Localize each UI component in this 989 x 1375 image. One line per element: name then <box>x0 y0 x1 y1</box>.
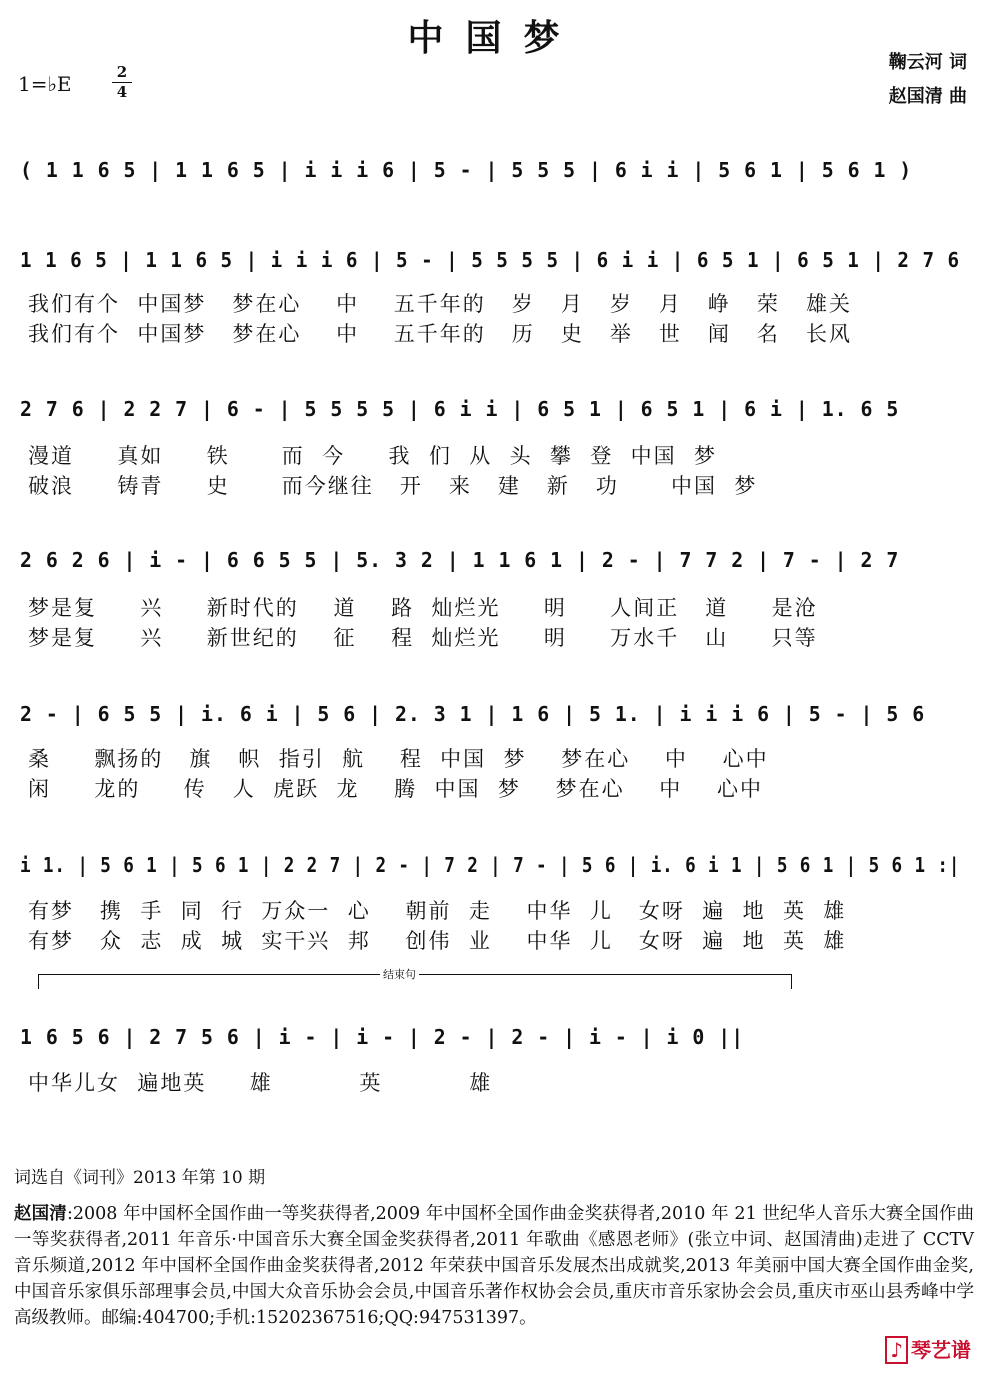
score-row <box>20 548 968 678</box>
lyric-line: 破浪 铸青 史 而今继往 开 来 建 新 功 中国 梦 <box>28 474 758 498</box>
lyrics-source: 词选自《词刊》2013 年第 10 期 <box>14 1168 266 1188</box>
notes-line: 1 6 5 6 | 2 7 5 6 | i - | i - | 2 - | 2 - | i - | i 0 || <box>20 1025 745 1049</box>
composer-credit: 赵国清 曲 <box>888 86 967 107</box>
key-signature: 1=♭E <box>18 72 72 96</box>
lyricist-credit: 鞠云河 词 <box>888 52 967 73</box>
lyric-line: 桑 飘扬的 旗 帜 指引 航 程 中国 梦 梦在心 中 心中 <box>28 747 769 771</box>
lyric-line: 中华儿女 遍地英 雄 英 雄 <box>28 1071 493 1095</box>
lyric-line: 闲 龙的 传 人 虎跃 龙 腾 中国 梦 梦在心 中 心中 <box>28 777 763 801</box>
lyric-line: 有梦 携 手 同 行 万众一 心 朝前 走 中华 儿 女呀 遍 地 英 雄 <box>28 899 847 923</box>
score-row <box>20 248 968 378</box>
time-signature <box>112 64 132 101</box>
lyric-line: 梦是复 兴 新世纪的 征 程 灿烂光 明 万水千 山 只等 <box>28 626 818 650</box>
logo-text: 琴艺谱 <box>911 1338 971 1362</box>
lyric-line: 漫道 真如 铁 而 今 我 们 从 头 攀 登 中国 梦 <box>28 444 717 468</box>
notes-line: 2 6 2 6 | i - | 6 6 5 5 | 5. 3 2 | 1 1 6 1 | 2 - | 7 7 2 | 7 - | 2 7 <box>20 548 900 572</box>
score-row <box>20 853 968 983</box>
time-signature-top: 2 <box>116 63 128 81</box>
ending-label: 结束句 <box>380 966 419 982</box>
notes-line: ( 1 1 6 5 | 1 1 6 5 | i i i 6 | 5 - | 5 5 5 | 6 i i | 5 6 1 | 5 6 1 ) <box>20 158 913 182</box>
lyric-line: 有梦 众 志 成 城 实干兴 邦 创伟 业 中华 儿 女呀 遍 地 英 雄 <box>28 929 847 953</box>
score-row <box>20 1025 968 1155</box>
time-signature-bottom: 4 <box>116 83 128 101</box>
bio-name: 赵国清 <box>14 1204 67 1224</box>
score-row <box>20 397 968 527</box>
lyric-line: 梦是复 兴 新时代的 道 路 灿烂光 明 人间正 道 是沧 <box>28 596 818 620</box>
lyric-line: 我们有个 中国梦 梦在心 中 五千年的 岁 月 岁 月 峥 荣 雄关 <box>28 292 852 316</box>
page-title: 中国梦 <box>407 18 582 59</box>
logo-watermark: ♪ 琴艺谱 <box>885 1334 971 1363</box>
lyric-line: 我们有个 中国梦 梦在心 中 五千年的 历 史 举 世 闻 名 长风 <box>28 322 852 346</box>
notes-line: i 1. | 5 6 1 | 5 6 1 | 2 2 7 | 2 - | 7 2 | 7 - | 5 6 | i. 6 i 1 | 5 6 1 | 5 6 1 :| <box>20 853 961 877</box>
notes-line: 2 7 6 | 2 2 7 | 6 - | 5 5 5 5 | 6 i i | 6 5 1 | 6 5 1 | 6 i | 1. 6 5 <box>20 397 900 421</box>
score-row <box>20 702 968 832</box>
bio-text: :2008 年中国杯全国作曲一等奖获得者,2009 年中国杯全国作曲金奖获得者,2010 年 21 世纪华人音乐大赛全国作曲一等奖获得者,2011 年音乐·中国音乐大赛全国金奖获得者,2011 年歌曲《感恩老师》(张立中词、赵国清曲)走进了 CCTV 音乐频道,2012 年中国杯全国作曲金奖获得者,2012 年荣获中国音乐发展杰出成就奖,2013 年美丽中国大赛全国作曲金奖,中国音乐家俱乐部理事会员,中国大众音乐协会会员,中国音乐著作权协会会员,重庆市音乐家协会会员,重庆市巫山县秀峰中学高级教师。邮编:404700;手机:15202367516;QQ:947531397。 <box>14 1204 974 1328</box>
notes-line: 2 - | 6 5 5 | i. 6 i | 5 6 | 2. 3 1 | 1 6 | 5 1. | i i i 6 | 5 - | 5 6 <box>20 702 926 726</box>
composer-bio <box>14 1201 974 1331</box>
notes-line: 1 1 6 5 | 1 1 6 5 | i i i 6 | 5 - | 5 5 5 5 | 6 i i | 6 5 1 | 6 5 1 | 2 7 6 <box>20 248 961 272</box>
